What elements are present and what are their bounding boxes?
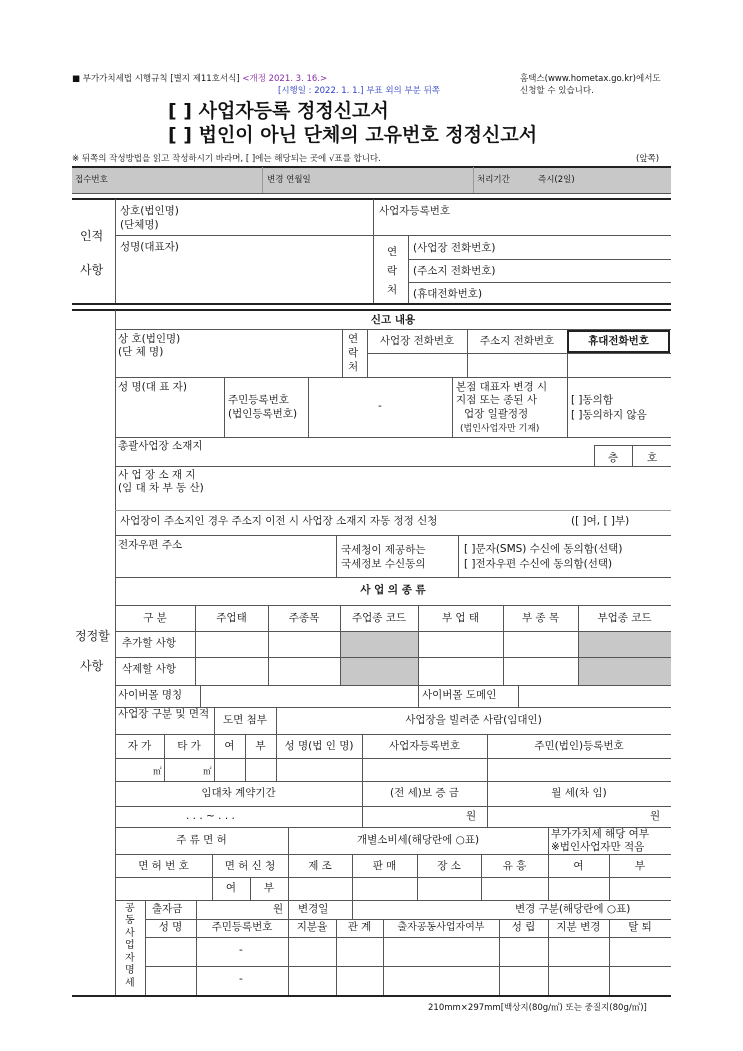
joint-row2-dash: - bbox=[239, 973, 243, 985]
drawing-no[interactable]: 부 bbox=[255, 740, 266, 752]
joint-col-withdrawal: 탈 퇴 bbox=[628, 921, 652, 933]
joint-row1-dash: - bbox=[239, 944, 243, 956]
new-representative-label: 성 명(대 표 자) bbox=[118, 381, 187, 393]
resident-number-label: 주민등록번호 bbox=[228, 394, 289, 406]
joint-business-label-5: 자 bbox=[125, 953, 135, 964]
joint-business-label-6: 명 bbox=[125, 965, 135, 976]
license-app-yes[interactable]: 여 bbox=[225, 882, 237, 894]
new-contact-label-1: 연 bbox=[348, 333, 359, 345]
joint-business-label-7: 세 bbox=[125, 978, 135, 989]
report-content-heading: 신고 내용 bbox=[370, 314, 416, 326]
branch-note-1: 본점 대표자 변경 시 bbox=[456, 381, 548, 393]
group-name-label: (단체명) bbox=[120, 219, 159, 231]
new-mobile-label: 휴대전화번호 bbox=[588, 335, 649, 347]
monthly-rent-label: 월 세(차 임) bbox=[551, 787, 607, 799]
business-phone-label: (사업장 전화번호) bbox=[413, 242, 496, 254]
lessor-resident-number-label: 주민(법인)등록번호 bbox=[534, 740, 624, 752]
lease-period-date-format: . . . ~ . . . bbox=[186, 810, 235, 822]
disagree-checkbox[interactable]: [ ]동의하지 않음 bbox=[571, 409, 647, 421]
effective-date: [시행일 : 2022. 1. 1.] 부표 외의 부분 뒤쪽 bbox=[278, 86, 440, 96]
joint-col-name: 성 명 bbox=[158, 921, 183, 933]
excise-tax-heading: 개별소비세(해당란에 ○표) bbox=[356, 834, 480, 846]
correction-section-label-1: 정정할 bbox=[75, 629, 110, 643]
nts-consent-label-2: 국세정보 수신동의 bbox=[341, 558, 426, 570]
liquor-license-heading: 주 류 면 허 bbox=[176, 834, 227, 846]
form-title-2: [ ] 법인이 아닌 단체의 고유번호 정정신고서 bbox=[168, 124, 538, 146]
deposit-label: (전 세)보 증 금 bbox=[390, 787, 459, 799]
col-main-item: 주종목 bbox=[288, 612, 320, 624]
nts-consent-label-1: 국세청이 제공하는 bbox=[341, 544, 426, 556]
form-title-1: [ ] 사업자등록 정정신고서 bbox=[168, 100, 389, 122]
branch-note-2: 지점 또는 종된 사 bbox=[456, 394, 538, 406]
site-address-label: 사 업 장 소 재 지 bbox=[118, 469, 196, 481]
contact-label-3: 처 bbox=[387, 284, 398, 296]
license-number-label: 면 허 번 호 bbox=[138, 860, 189, 872]
page-side: (앞쪽) bbox=[636, 154, 660, 164]
col-sub-business: 부 업 태 bbox=[441, 612, 480, 624]
processing-period-label: 처리기간 bbox=[477, 175, 510, 185]
new-trade-name-label: 상 호(법인명) bbox=[118, 333, 181, 345]
shaded-main-code bbox=[340, 631, 418, 685]
own-area-unit: ㎡ bbox=[153, 767, 162, 777]
joint-business-label-3: 사 bbox=[125, 928, 135, 939]
new-contact-label-3: 처 bbox=[348, 361, 359, 373]
capital-label: 출자금 bbox=[152, 903, 183, 915]
email-label: 전자우편 주소 bbox=[118, 539, 183, 551]
rent-won: 원 bbox=[650, 810, 661, 822]
joint-col-share-change: 지분 변경 bbox=[556, 921, 601, 933]
processing-period: 즉시(2일) bbox=[538, 175, 575, 185]
joint-col-relationship: 관 계 bbox=[347, 921, 372, 933]
excise-place-label: 장 소 bbox=[437, 860, 461, 872]
change-date-label: 변경 연월일 bbox=[267, 175, 311, 185]
joint-col-resident-number: 주민등록번호 bbox=[211, 921, 273, 933]
new-group-name-label: (단 체 명) bbox=[118, 346, 164, 358]
trade-name-label: 상호(법인명) bbox=[120, 205, 179, 217]
site-lease-label: (임 대 차 부 동 산) bbox=[118, 482, 204, 494]
vat-corporate-note: ※법인사업자만 적음 bbox=[551, 841, 645, 853]
joint-col-share-ratio: 지분율 bbox=[296, 921, 328, 933]
corporate-number-label: (법인등록번호) bbox=[228, 408, 298, 420]
joint-change-date-label: 변경일 bbox=[298, 903, 329, 915]
capital-won: 원 bbox=[273, 903, 284, 915]
license-app-no[interactable]: 부 bbox=[263, 882, 275, 894]
auto-correction-yes-no[interactable]: ([ ]여, [ ]부) bbox=[571, 515, 630, 527]
delete-items-label: 삭제할 사항 bbox=[122, 663, 177, 675]
leased-site-label: 타 가 bbox=[177, 740, 201, 752]
new-contact-label-2: 락 bbox=[348, 347, 359, 359]
site-type-area-label: 사업장 구분 및 면적 bbox=[118, 708, 210, 720]
business-number-label: 사업자등록번호 bbox=[379, 205, 451, 217]
vat-yes[interactable]: 여 bbox=[573, 860, 584, 872]
unit-label: 호 bbox=[647, 452, 658, 464]
joint-col-investor: 출자공동사업자여부 bbox=[397, 922, 485, 933]
lessor-heading: 사업장을 빌려준 사람(임대인) bbox=[405, 714, 542, 726]
new-business-phone-label: 사업장 전화번호 bbox=[379, 335, 455, 347]
vat-no[interactable]: 부 bbox=[634, 860, 646, 872]
branch-note-3: 업장 일괄정정 bbox=[464, 408, 529, 420]
receipt-bar bbox=[72, 167, 671, 193]
hometax-note: 홈택스(www.hometax.go.kr)에서도 bbox=[520, 74, 661, 84]
correction-section-label-2: 사항 bbox=[80, 659, 104, 673]
excise-manufacture-label: 제 조 bbox=[308, 860, 332, 872]
contact-label-1: 연 bbox=[387, 246, 398, 258]
identity-section-label-1: 인적 bbox=[80, 229, 104, 243]
hometax-note-2: 신청할 수 있습니다. bbox=[520, 86, 594, 96]
col-category: 구 분 bbox=[143, 612, 167, 624]
instruction: ※ 뒤쪽의 작성방법을 읽고 작성하시기 바라며, [ ]에는 해당되는 곳에 √표를 합니다. bbox=[72, 154, 381, 164]
change-type-label: 변경 구분(해당란에 ○표) bbox=[515, 903, 631, 915]
shaded-sub-code bbox=[578, 631, 671, 685]
identity-section-label-2: 사항 bbox=[80, 263, 104, 277]
joint-col-established: 성 립 bbox=[511, 921, 536, 933]
home-phone-label: (주소지 전화번호) bbox=[413, 265, 496, 277]
receipt-number: 접수번호 bbox=[75, 175, 108, 185]
cyber-mall-name-label: 사이버몰 명칭 bbox=[118, 689, 183, 701]
col-main-code: 주업종 코드 bbox=[351, 612, 407, 624]
lessor-business-number-label: 사업자등록번호 bbox=[388, 740, 460, 752]
auto-correction-request: 사업장이 주소지인 경우 주소지 이전 시 사업장 소재지 자동 정정 신청 bbox=[120, 515, 438, 527]
vat-applicable-label: 부가가치세 해당 여부 bbox=[551, 828, 649, 840]
floor-label: 층 bbox=[608, 452, 619, 464]
new-home-phone-label: 주소지 전화번호 bbox=[479, 335, 555, 347]
drawing-attached-label: 도면 첨부 bbox=[223, 714, 267, 726]
add-items-label: 추가할 사항 bbox=[122, 637, 177, 649]
col-sub-code: 부업종 코드 bbox=[597, 612, 652, 624]
lease-period-label: 임대차 계약기간 bbox=[201, 787, 276, 799]
business-type-heading: 사 업 의 종 류 bbox=[360, 584, 426, 596]
col-sub-item: 부 종 목 bbox=[521, 612, 560, 624]
sms-consent-checkbox[interactable]: [ ]문자(SMS) 수신에 동의함(선택) bbox=[464, 543, 623, 555]
own-site-label: 자 가 bbox=[127, 740, 152, 752]
email-consent-checkbox[interactable]: [ ]전자우편 수신에 동의함(선택) bbox=[464, 558, 613, 570]
branch-note-4: (법인사업자만 기재) bbox=[460, 424, 540, 434]
joint-business-label-1: 공 bbox=[125, 903, 135, 914]
excise-sales-label: 판 매 bbox=[372, 860, 397, 872]
contact-label-2: 락 bbox=[387, 265, 398, 277]
head-office-address-label: 총괄사업장 소재지 bbox=[118, 440, 203, 452]
col-main-business: 주업태 bbox=[216, 612, 247, 624]
law-reference: ■ 부가가치세법 시행규칙 [별지 제11호서식] <개정 2021. 3. 16.> bbox=[72, 74, 328, 84]
agree-checkbox[interactable]: [ ]동의함 bbox=[571, 394, 613, 406]
number-dash: - bbox=[378, 400, 382, 412]
license-application-label: 면 허 신 청 bbox=[224, 860, 276, 872]
mobile-phone-label: (휴대전화번호) bbox=[413, 288, 483, 300]
excise-entertainment-label: 유 흥 bbox=[502, 860, 527, 872]
lessor-name-label: 성 명(법 인 명) bbox=[284, 740, 354, 752]
joint-business-label-2: 동 bbox=[125, 915, 135, 926]
deposit-won: 원 bbox=[466, 810, 477, 822]
joint-business-label-4: 업 bbox=[125, 940, 135, 951]
representative-label: 성명(대표자) bbox=[120, 241, 179, 253]
drawing-yes[interactable]: 여 bbox=[224, 740, 235, 752]
leased-area-unit: ㎡ bbox=[203, 767, 212, 777]
cyber-mall-domain-label: 사이버몰 도메인 bbox=[422, 689, 497, 701]
paper-spec: 210mm×297mm[백상지(80g/㎡) 또는 중질지(80g/㎡)] bbox=[428, 1003, 647, 1013]
